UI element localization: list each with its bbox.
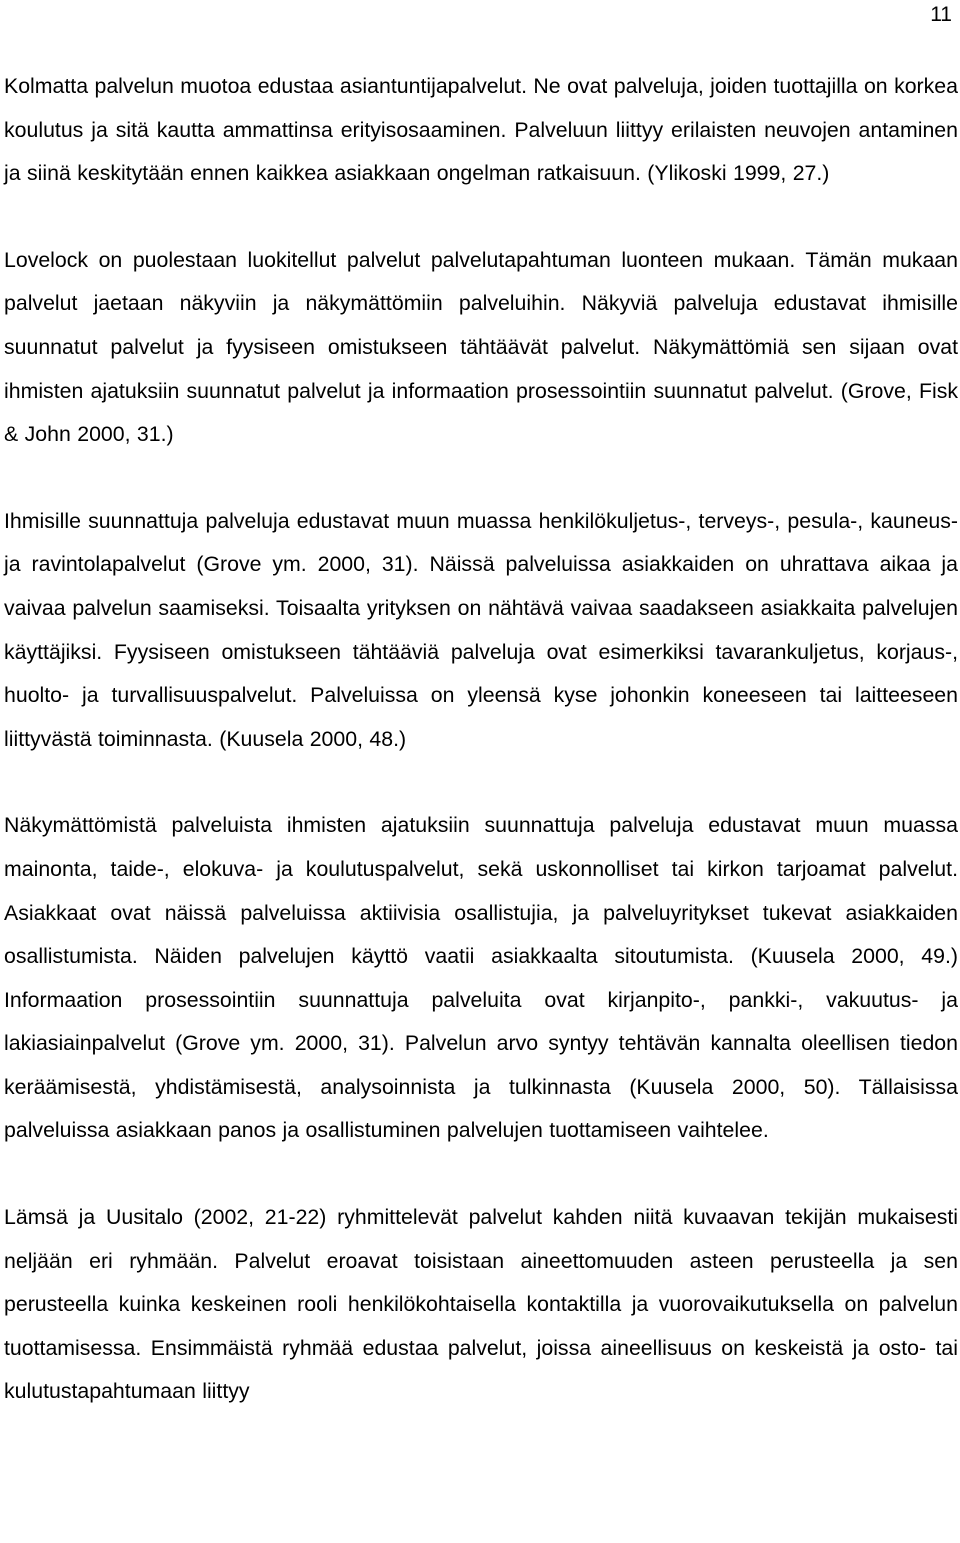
paragraph-intangible-services: Näkymättömistä palveluista ihmisten ajatuksiin suunnattuja palveluja edustavat muun muassa mainonta, taide-, elokuva- ja koulutuspalvelut, sekä uskonnolliset tai kirkon tarjoamat palvelut. Asiakkaat ovat näissä palveluissa aktiivisia osallistujia, ja palveluyritykset tukevat asiakkaiden osallistumista. Näiden palvelujen käyttö vaatii asiakkaalta sitoutumista. (Kuusela 2000, 49.) Informaation prosessointiin suunnattuja palveluita ovat kirjanpito-, pankki-, vakuutus- ja lakiasiainpalvelut (Grove ym. 2000, 31). Palvelun arvo syntyy tehtävän kannalta oleellisen tiedon keräämisestä, yhdistämisestä, analysoinnista ja tulkinnasta (Kuusela 2000, 50). Tällaisissa palveluissa asiakkaan panos ja osallistuminen palvelujen tuottamiseen vaihtelee. [4,813,958,1143]
paragraph-expert-services: Kolmatta palvelun muotoa edustaa asiantuntijapalvelut. Ne ovat palveluja, joiden tuottajilla on korkea koulutus ja sitä kautta ammattinsa erityisosaaminen. Palveluun liittyy erilaisten neuvojen antaminen ja siinä keskitytään ennen kaikkea asiakkaan ongelman ratkaisuun. (Ylikoski 1999, 27.) [4,74,958,186]
document-body [4,65,958,1414]
page-number: 11 [930,3,952,26]
paragraph-people-directed-services: Ihmisille suunnattuja palveluja edustavat muun muassa henkilökuljetus-, terveys-, pesula-, kauneus- ja ravintolapalvelut (Grove ym. 2000, 31). Näissä palveluissa asiakkaiden on uhrattava aikaa ja vaivaa palvelun saamiseksi. Toisaalta yrityksen on nähtävä vaivaa saadakseen asiakkaita palvelujen käyttäjiksi. Fyysiseen omistukseen tähtääviä palveluja ovat esimerkiksi tavarankuljetus, korjaus-, huolto- ja turvallisuuspalvelut. Palveluissa on yleensä kyse johonkin koneeseen tai laitteeseen liittyvästä toiminnasta. (Kuusela 2000, 48.) [4,508,958,751]
paragraph-lamsa-uusitalo: Lämsä ja Uusitalo (2002, 21-22) ryhmittelevät palvelut kahden niitä kuvaavan tekijän mukaisesti neljään eri ryhmään. Palvelut eroavat toisistaan aineettomuuden asteen perusteella ja sen perusteella kuinka keskeinen rooli henkilökohtaisella kontaktilla ja vuorovaikutuksella on palvelun tuottamisessa. Ensimmäistä ryhmää edustaa palvelut, joissa aineellisuus on keskeistä ja osto- tai kulutustapahtumaan liittyy [4,1205,958,1404]
paragraph-lovelock-classification: Lovelock on puolestaan luokitellut palvelut palvelutapahtuman luonteen mukaan. Tämän mukaan palvelut jaetaan näkyviin ja näkymättömiin palveluihin. Näkyviä palveluja edustavat ihmisille suunnatut palvelut ja fyysiseen omistukseen tähtäävät palvelut. Näkymättömiä sen sijaan ovat ihmisten ajatuksiin suunnatut palvelut ja informaation prosessointiin suunnatut palvelut. (Grove, Fisk & John 2000, 31.) [4,247,958,447]
